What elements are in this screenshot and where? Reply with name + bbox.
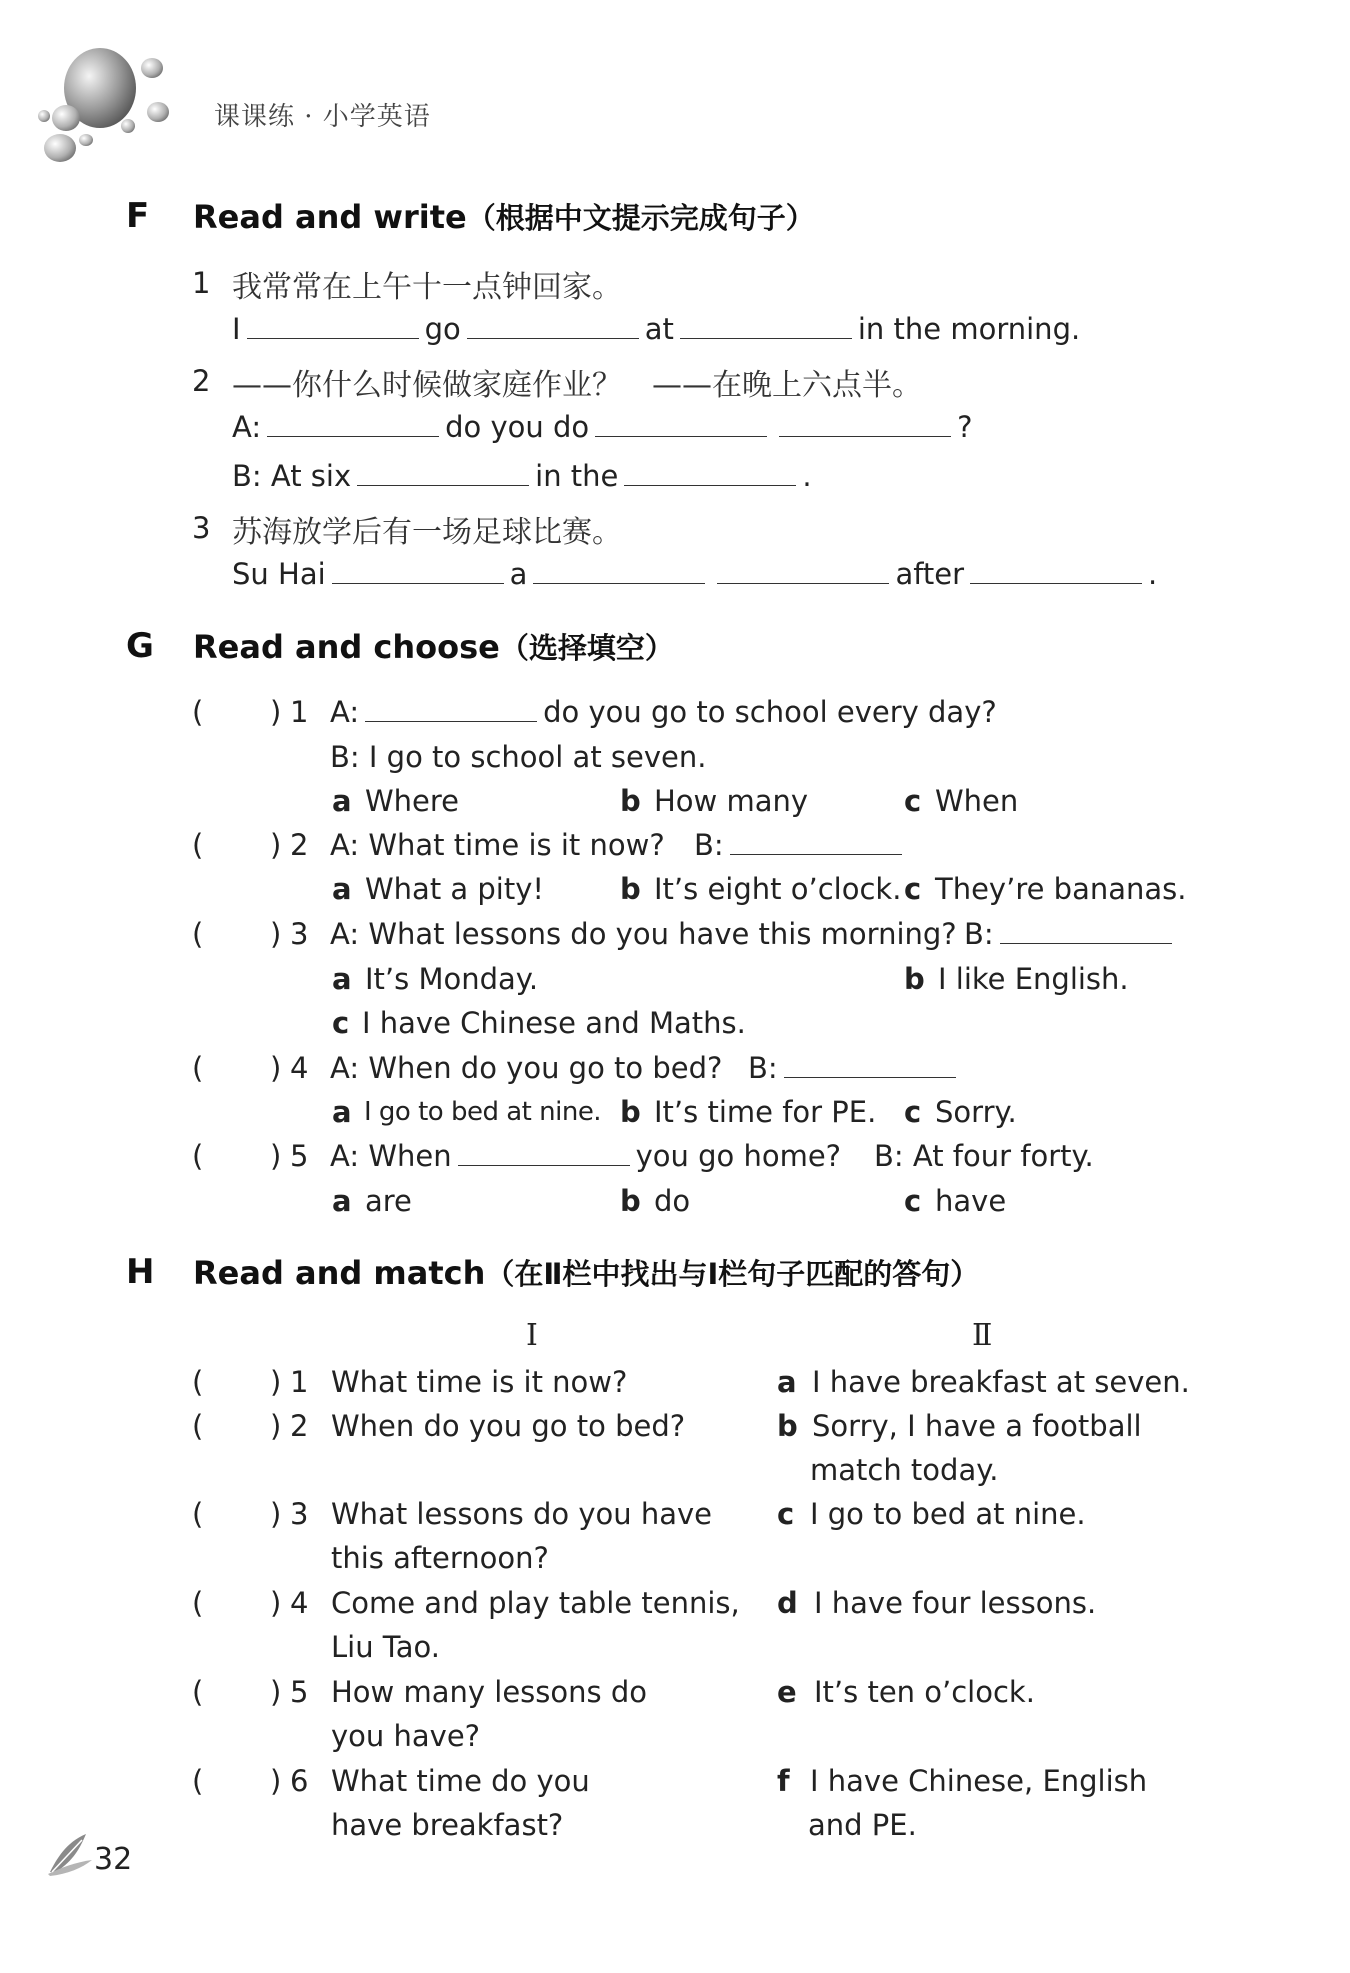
- f-q2-a-line: [232, 410, 973, 444]
- g-q1-option-c-letter: c: [904, 784, 922, 818]
- section-g-title: [193, 626, 674, 667]
- f-q2-blank-2[interactable]: [595, 412, 767, 437]
- h-q6-text-line-1: What time do you: [331, 1764, 590, 1798]
- h-q6-number: 6: [290, 1764, 309, 1798]
- g-q3-b-label: B:: [964, 917, 994, 951]
- h-q5-paren-open[interactable]: (: [192, 1675, 204, 1709]
- g-q1-a-line: [330, 695, 997, 729]
- h-q4-text-line-1: Come and play table tennis,: [331, 1586, 740, 1620]
- g-q3-option-b-letter: b: [904, 962, 925, 996]
- h-q6-paren-open[interactable]: (: [192, 1764, 204, 1798]
- g-q3-number: 3: [290, 917, 309, 951]
- h-answer-f-text-line-2: and PE.: [808, 1808, 917, 1842]
- h-q4-paren-close: ): [270, 1586, 282, 1620]
- g-q5-option-c[interactable]: have: [935, 1184, 1007, 1218]
- g-q5-option-a[interactable]: are: [365, 1184, 412, 1218]
- h-q1-paren-close: ): [270, 1365, 282, 1399]
- h-q3-number: 3: [290, 1497, 309, 1531]
- g-q4-option-c[interactable]: Sorry.: [935, 1095, 1017, 1129]
- h-answer-b-letter: b: [777, 1409, 798, 1443]
- h-q5-number: 5: [290, 1675, 309, 1709]
- section-h-letter: H: [126, 1252, 155, 1292]
- g-q3-option-b[interactable]: I like English.: [938, 962, 1129, 996]
- g-q5-a-label: A: When: [330, 1139, 452, 1173]
- h-column-1-header: Ⅰ: [526, 1318, 538, 1353]
- g-q4-option-a[interactable]: I go to bed at nine.: [364, 1097, 602, 1127]
- f-q1-blank-3[interactable]: [680, 314, 852, 339]
- g-q5-a-line: [330, 1139, 841, 1173]
- g-q1-a-rest: do you go to school every day?: [543, 695, 997, 729]
- h-answer-d-letter: d: [777, 1586, 798, 1620]
- g-q1-b-line: B: I go to school at seven.: [330, 740, 707, 774]
- f-q2-number: 2: [192, 364, 211, 398]
- f-q2-b-label: B: At six: [232, 459, 352, 493]
- f-q3-word-1: Su Hai: [232, 557, 326, 591]
- g-q1-paren-open[interactable]: (: [192, 695, 204, 729]
- h-q5-text-line-2: you have?: [331, 1719, 481, 1753]
- f-q2-blank-1[interactable]: [267, 412, 439, 437]
- f-q2-blank-5[interactable]: [624, 461, 796, 486]
- g-q4-a-line: A: When do you go to bed?: [330, 1051, 723, 1085]
- g-q4-b-line: [748, 1051, 962, 1085]
- f-q2-a-mid: do you do: [445, 410, 590, 444]
- f-q3-word-3: after: [895, 557, 965, 591]
- f-q2-a-end: ?: [957, 410, 973, 444]
- g-q2-option-b-letter: b: [620, 872, 641, 906]
- g-q1-a-label: A:: [330, 695, 360, 729]
- f-q1-word-1: I: [232, 312, 241, 346]
- f-q2-chinese: ——你什么时候做家庭作业？ ——在晚上六点半。: [232, 368, 922, 403]
- h-q5-paren-close: ): [270, 1675, 282, 1709]
- h-q4-number: 4: [290, 1586, 309, 1620]
- g-q4-number: 4: [290, 1051, 309, 1085]
- g-q5-blank[interactable]: [458, 1141, 630, 1166]
- g-q5-option-b-letter: b: [620, 1184, 641, 1218]
- f-q1-chinese: 我常常在上午十一点钟回家。: [232, 270, 622, 305]
- h-q3-paren-close: ): [270, 1497, 282, 1531]
- h-answer-a-text: I have breakfast at seven.: [812, 1365, 1190, 1399]
- g-q1-option-b-letter: b: [620, 784, 641, 818]
- section-h-subtitle: （在Ⅱ栏中找出与Ⅰ栏句子匹配的答句）: [485, 1257, 980, 1291]
- h-q5-text-line-1: How many lessons do: [331, 1675, 647, 1709]
- h-q3-text-line-1: What lessons do you have: [331, 1497, 713, 1531]
- g-q4-option-b[interactable]: It’s time for PE.: [654, 1095, 877, 1129]
- g-q5-option-b[interactable]: do: [654, 1184, 691, 1218]
- h-q6-paren-close: ): [270, 1764, 282, 1798]
- f-q3-blank-3[interactable]: [717, 559, 889, 584]
- section-f-subtitle: （根据中文提示完成句子）: [466, 201, 815, 235]
- f-q1-word-4: in the morning.: [857, 312, 1081, 346]
- f-q3-blank-2[interactable]: [533, 559, 705, 584]
- f-q2-blank-3[interactable]: [779, 412, 951, 437]
- f-q2-b-line: [232, 459, 812, 493]
- g-q5-paren-close: ): [270, 1139, 282, 1173]
- g-q5-number: 5: [290, 1139, 309, 1173]
- section-g-letter: G: [126, 626, 154, 666]
- h-q1-number: 1: [290, 1365, 309, 1399]
- f-q3-blank-4[interactable]: [970, 559, 1142, 584]
- g-q2-number: 2: [290, 828, 309, 862]
- g-q3-a-line: A: What lessons do you have this morning?: [330, 917, 957, 951]
- h-answer-f-text-line-1: I have Chinese, English: [810, 1764, 1148, 1798]
- g-q3-blank[interactable]: [1000, 919, 1172, 944]
- g-q2-option-a[interactable]: What a pity!: [365, 872, 545, 906]
- section-f-letter: F: [126, 196, 150, 236]
- h-answer-f-letter: f: [777, 1764, 790, 1798]
- h-q3-text-line-2: this afternoon?: [331, 1541, 549, 1575]
- g-q4-blank[interactable]: [784, 1053, 956, 1078]
- f-q1-word-3: at: [644, 312, 674, 346]
- g-q4-paren-close: ): [270, 1051, 282, 1085]
- f-q1-number: 1: [192, 266, 211, 300]
- h-answer-d-text: I have four lessons.: [814, 1586, 1097, 1620]
- h-answer-c-letter: c: [777, 1497, 795, 1531]
- g-q1-paren-close: ): [270, 695, 282, 729]
- g-q1-blank[interactable]: [365, 697, 537, 722]
- h-q2-paren-open[interactable]: (: [192, 1409, 204, 1443]
- h-q3-paren-open[interactable]: (: [192, 1497, 204, 1531]
- h-answer-e-letter: e: [777, 1675, 797, 1709]
- g-q5-a-rest: you go home?: [635, 1139, 842, 1173]
- g-q3-option-a[interactable]: It’s Monday.: [365, 962, 539, 996]
- section-g-title-en: Read and choose: [193, 628, 500, 666]
- h-q1-text: What time is it now?: [331, 1365, 628, 1399]
- g-q2-option-b[interactable]: It’s eight o’clock.: [654, 872, 902, 906]
- f-q3-chinese: 苏海放学后有一场足球比赛。: [232, 515, 622, 550]
- section-g-subtitle: （选择填空）: [499, 631, 674, 665]
- g-q2-b-label: B:: [694, 828, 724, 862]
- g-q5-paren-open[interactable]: (: [192, 1139, 204, 1173]
- h-q4-paren-open[interactable]: (: [192, 1586, 204, 1620]
- header-title: 课课练 · 小学英语: [214, 102, 431, 132]
- section-f-title-en: Read and write: [193, 198, 467, 236]
- g-q3-b-line: [964, 917, 1178, 951]
- h-answer-c-text: I go to bed at nine.: [810, 1497, 1086, 1531]
- g-q5-option-a-letter: a: [332, 1184, 352, 1218]
- f-q2-blank-4[interactable]: [357, 461, 529, 486]
- g-q5-b-line: B: At four forty.: [874, 1139, 1094, 1173]
- g-q5-option-c-letter: c: [904, 1184, 922, 1218]
- section-h-title-en: Read and match: [193, 1254, 486, 1292]
- g-q2-paren-close: ): [270, 828, 282, 862]
- h-answer-b-text-line-1: Sorry, I have a football: [812, 1409, 1142, 1443]
- f-q3-word-2: a: [509, 557, 528, 591]
- g-q2-option-c[interactable]: They’re bananas.: [935, 872, 1187, 906]
- g-q2-b-line: [694, 828, 908, 862]
- section-h-title: [193, 1252, 979, 1293]
- leaf-icon: [46, 1830, 94, 1876]
- h-answer-a-letter: a: [777, 1365, 797, 1399]
- h-q2-number: 2: [290, 1409, 309, 1443]
- f-q1-blank-1[interactable]: [247, 314, 419, 339]
- g-q1-option-a[interactable]: Where: [365, 784, 460, 818]
- h-answer-e-text: It’s ten o’clock.: [814, 1675, 1035, 1709]
- g-q3-option-a-letter: a: [332, 962, 352, 996]
- g-q4-option-c-letter: c: [904, 1095, 922, 1129]
- g-q4-option-b-letter: b: [620, 1095, 641, 1129]
- h-q2-paren-close: ): [270, 1409, 282, 1443]
- header-bubbles-icon: [30, 40, 180, 180]
- f-q1-english-line: [232, 312, 1080, 346]
- g-q4-b-label: B:: [748, 1051, 778, 1085]
- f-q2-a-label: A:: [232, 410, 262, 444]
- g-q1-number: 1: [290, 695, 309, 729]
- g-q4-option-a-letter: a: [332, 1095, 352, 1129]
- f-q3-english-line: [232, 557, 1157, 591]
- g-q2-paren-open[interactable]: (: [192, 828, 204, 862]
- f-q1-blank-2[interactable]: [467, 314, 639, 339]
- g-q1-option-b[interactable]: How many: [654, 784, 809, 818]
- h-answer-b-text-line-2: match today.: [810, 1453, 999, 1487]
- h-q2-text: When do you go to bed?: [331, 1409, 686, 1443]
- page-number: 32: [94, 1842, 133, 1877]
- h-column-2-header: Ⅱ: [972, 1318, 993, 1353]
- g-q1-option-c[interactable]: When: [935, 784, 1019, 818]
- g-q2-option-c-letter: c: [904, 872, 922, 906]
- f-q2-b-end: .: [802, 459, 812, 493]
- g-q3-paren-open[interactable]: (: [192, 917, 204, 951]
- section-f-title: [193, 196, 815, 237]
- g-q2-a-line: A: What time is it now?: [330, 828, 665, 862]
- g-q4-paren-open[interactable]: (: [192, 1051, 204, 1085]
- g-q2-blank[interactable]: [730, 830, 902, 855]
- h-q6-text-line-2: have breakfast?: [331, 1808, 564, 1842]
- h-q4-text-line-2: Liu Tao.: [331, 1630, 440, 1664]
- g-q1-option-a-letter: a: [332, 784, 352, 818]
- f-q3-word-4: .: [1148, 557, 1158, 591]
- f-q1-word-2: go: [424, 312, 461, 346]
- f-q2-b-mid: in the: [535, 459, 619, 493]
- g-q3-option-c[interactable]: I have Chinese and Maths.: [362, 1006, 746, 1040]
- g-q3-paren-close: ): [270, 917, 282, 951]
- g-q3-option-c-letter: c: [332, 1006, 350, 1040]
- f-q3-blank-1[interactable]: [332, 559, 504, 584]
- h-q1-paren-open[interactable]: (: [192, 1365, 204, 1399]
- f-q3-number: 3: [192, 511, 211, 545]
- g-q2-option-a-letter: a: [332, 872, 352, 906]
